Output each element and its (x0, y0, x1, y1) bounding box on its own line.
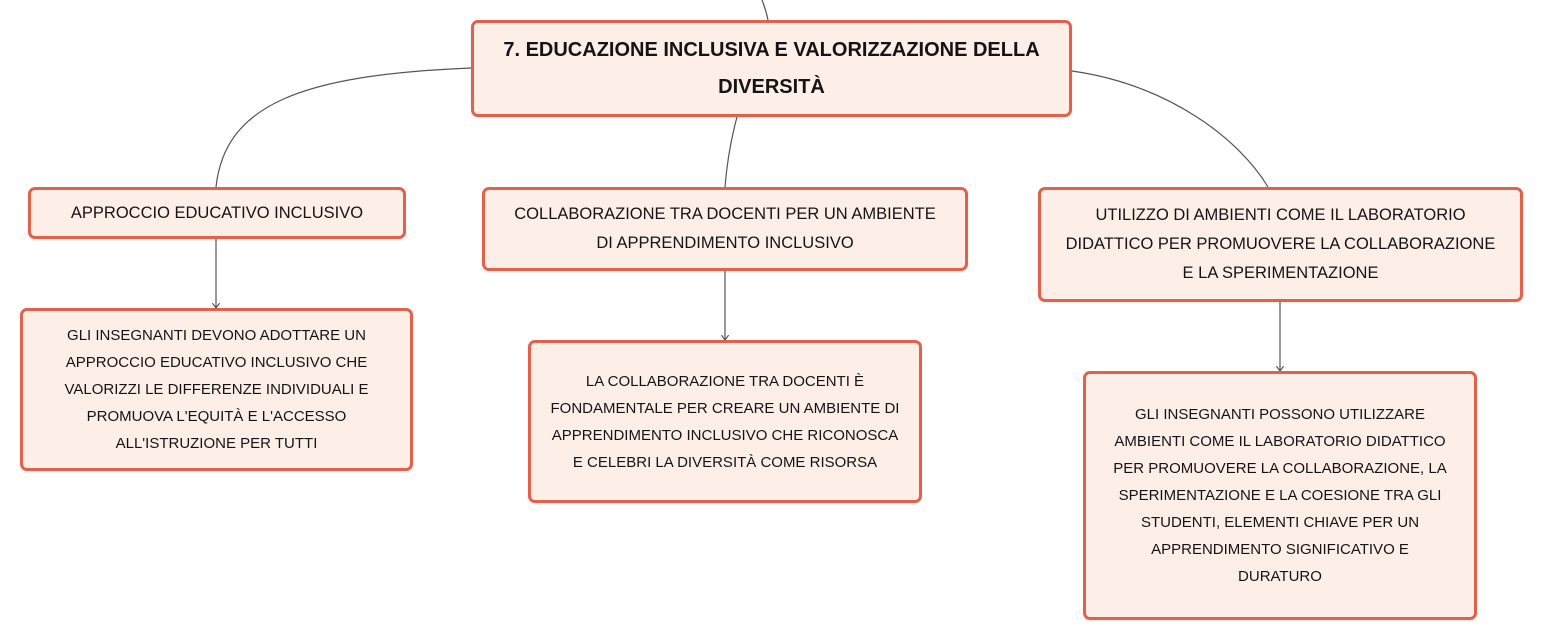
detail-node-approccio-educativo[interactable] (20, 308, 413, 471)
connector-root-to-branch-2 (725, 117, 737, 187)
detail-text: GLI INSEGNANTI POSSONO UTILIZZARE AMBIENTI COME IL LABORATORIO DIDATTICO PER PROMUOVERE LA COLLABORAZIONE, LA SPERIMENTAZIONE E LA COESIONE TRA GLI STUDENTI, ELEMENTI CHIAVE PER UN APPRENDIMENTO SIGNIFICATIVO E DURATURO (1113, 406, 1447, 585)
root-topic-node[interactable] (471, 20, 1072, 117)
root-topic-title: 7. EDUCAZIONE INCLUSIVA E VALORIZZAZIONE DELLA DIVERSITÀ (503, 38, 1040, 98)
branch-node-collaborazione-docenti[interactable] (482, 187, 968, 271)
branch-title: APPROCCIO EDUCATIVO INCLUSIVO (70, 203, 364, 222)
branch-node-laboratorio-didattico[interactable] (1038, 187, 1523, 302)
detail-node-laboratorio-didattico[interactable] (1083, 371, 1477, 620)
detail-node-collaborazione-docenti[interactable] (528, 340, 922, 503)
branch-node-approccio-educativo[interactable] (28, 187, 406, 239)
detail-text: LA COLLABORAZIONE TRA DOCENTI È FONDAMENTALE PER CREARE UN AMBIENTE DI APPRENDIMENTO INCLUSIVO CHE RICONOSCA E CELEBRI LA DIVERSITÀ COME RISORSA (550, 372, 900, 471)
connector-root-to-branch-3 (1072, 71, 1268, 187)
connector-root-to-branch-1 (216, 68, 471, 187)
detail-text: GLI INSEGNANTI DEVONO ADOTTARE UN APPROCCIO EDUCATIVO INCLUSIVO CHE VALORIZZI LE DIFFERENZE INDIVIDUALI E PROMUOVA L'EQUITÀ E L'ACCESSO ALL'ISTRUZIONE PER TUTTI (64, 327, 369, 452)
branch-title: UTILIZZO DI AMBIENTI COME IL LABORATORIO DIDATTICO PER PROMUOVERE LA COLLABORAZIONE E LA SPERIMENTAZIONE (1065, 206, 1496, 282)
branch-title: COLLABORAZIONE TRA DOCENTI PER UN AMBIENTE DI APPRENDIMENTO INCLUSIVO (514, 205, 936, 252)
connector-parent-to-root (762, 0, 768, 20)
